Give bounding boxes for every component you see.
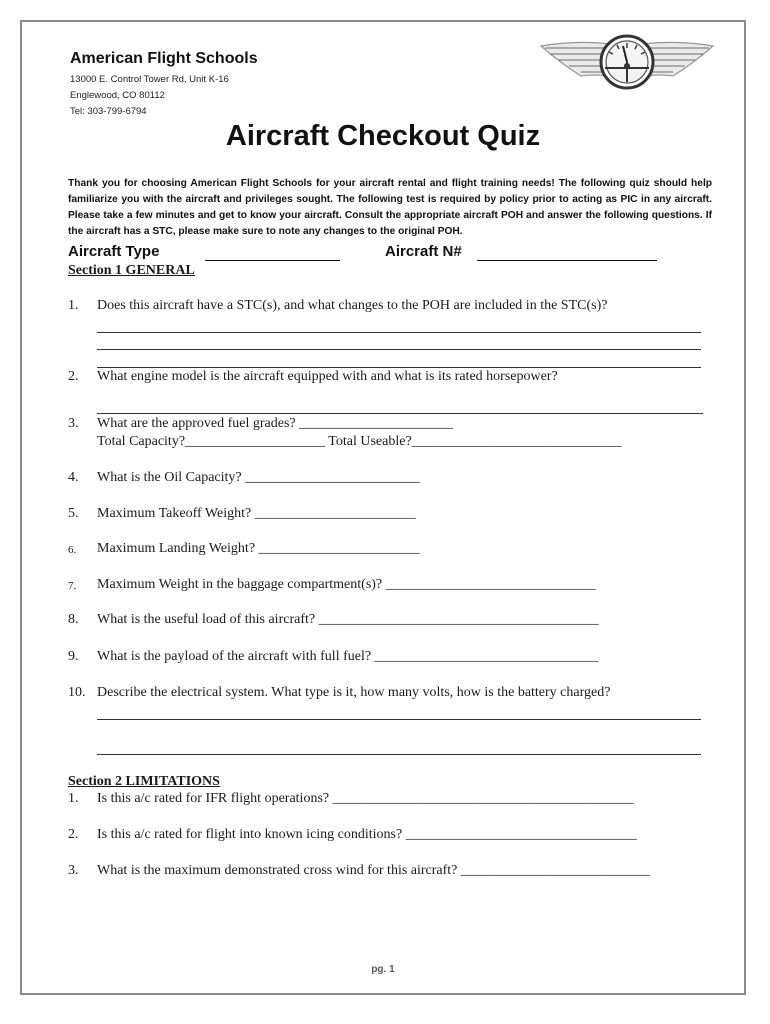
question-text: What are the approved fuel grades? ______________________ [97,416,454,431]
question-number: 3. [68,416,79,431]
question-number: 3. [68,863,79,878]
page-number: pg. 1 [371,964,395,975]
question-number: 1. [68,298,79,313]
intro-paragraph: Thank you for choosing American Flight Schools for your aircraft rental and flight training needs! The following quiz should help familiarize you with the aircraft and privileges sought. The following test is required by policy prior to acting as PIC in any aircraft. Please take a few minutes and get to know your aircraft. Consult the appropriate aircraft POH and answer the following questions. If the aircraft has a STC, please make sure to note any changes to the original POH. [68,178,712,237]
question-text: What is the payload of the aircraft with full fuel? ________________________________ [97,649,599,664]
answer-line[interactable] [97,754,701,755]
question-text: What is the useful load of this aircraft? ________________________________________ [97,612,599,627]
section-2-heading: Section 2 LIMITATIONS [68,774,220,789]
document-page [20,20,746,995]
question-text: Maximum Landing Weight? _______________________ [97,541,420,556]
question-text: What is the Oil Capacity? _________________________ [97,470,421,485]
address-line-2: Englewood, CO 80112 [70,90,165,101]
aircraft-number-field[interactable] [477,260,657,261]
question-number: 8. [68,612,79,627]
question-text: Maximum Weight in the baggage compartment(s)? ______________________________ [97,577,596,592]
question-text: What is the maximum demonstrated cross wind for this aircraft? ___________________________ [97,863,650,878]
question-number: 9. [68,649,79,664]
question-number: 2. [68,827,79,842]
winged-clock-logo-icon [537,30,717,94]
section-1-heading: Section 1 GENERAL [68,263,195,278]
aircraft-type-label: Aircraft Type [68,243,160,260]
answer-line[interactable] [97,719,701,720]
org-name: American Flight Schools [70,50,258,67]
answer-line[interactable] [97,367,701,368]
question-text: Does this aircraft have a STC(s), and what changes to the POH are included in the STC(s)? [97,298,608,313]
question-text: Is this a/c rated for IFR flight operations? ___________________________________________ [97,791,634,806]
aircraft-number-label: Aircraft N# [385,243,462,260]
address-line-1: 13000 E. Control Tower Rd, Unit K-16 [70,74,229,85]
question-number: 6. [68,544,77,556]
question-text: What engine model is the aircraft equipped with and what is its rated horsepower? [97,369,558,384]
question-number: 5. [68,506,79,521]
phone-number: Tel: 303-799-6794 [70,106,147,117]
question-number: 7. [68,580,77,592]
question-number: 10. [68,685,86,700]
answer-line[interactable] [97,349,701,350]
question-text: Is this a/c rated for flight into known icing conditions? _________________________________ [97,827,637,842]
question-number: 2. [68,369,79,384]
question-text-continued: Total Capacity?____________________ Total Useable?______________________________ [97,434,622,449]
page-title: Aircraft Checkout Quiz [225,120,541,152]
answer-line[interactable] [97,413,703,414]
question-number: 4. [68,470,79,485]
aircraft-type-field[interactable] [205,260,340,261]
question-text: Maximum Takeoff Weight? _______________________ [97,506,416,521]
answer-line[interactable] [97,332,701,333]
question-text: Describe the electrical system. What type is it, how many volts, how is the battery charged? [97,685,611,700]
question-number: 1. [68,791,79,806]
